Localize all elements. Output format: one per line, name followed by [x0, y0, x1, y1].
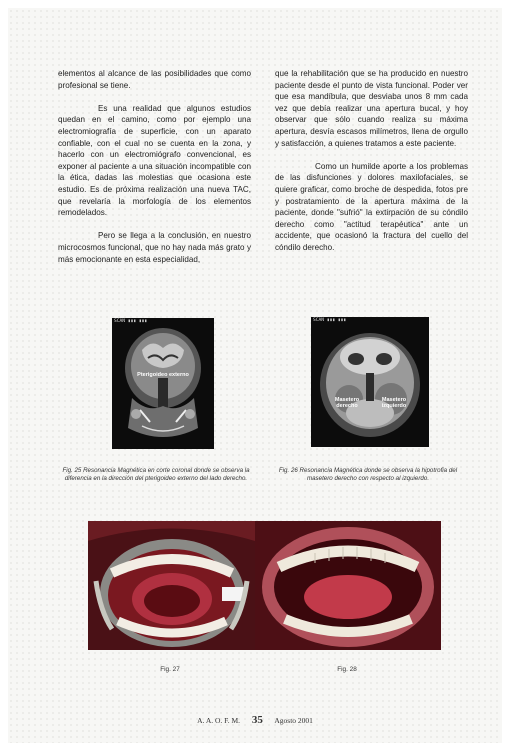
fig25-caption: Fig. 25 Resonancia Magnética en corte coronal donde se observa la diferencia en la dirección del pterigoideo externo del lado derecho.	[62, 467, 250, 482]
mri-axial-drawing	[311, 317, 429, 447]
text-column-right	[275, 68, 468, 265]
paragraph: Es una realidad que algunos estudios quedan en el camino, como por ejemplo una electromiografía de superficie, con un aparato confiable, con el cual no se cuenta en la zona, y hacerlo con un electromiógrafo convencional, es exponer al paciente a una situación incompatible con la ética, dadas las molestias que ocasiona este estudio. Es de próxima realización una nueva TAC, que revelaría la morfología de los elementos remodelados.	[58, 103, 251, 218]
mouth-open-retractor-drawing	[88, 521, 255, 650]
page-footer	[0, 714, 510, 726]
page-number: 35	[251, 714, 263, 726]
fig27-photo	[88, 521, 255, 650]
paragraph: Como un humilde aporte a los problemas de las disfunciones y dolores maxilofaciales, se quiere graficar, como broche de despedida, fotos pre y postratamiento de la apertura máxima de la paciente, donde "sufrió" la extirpación de su cóndilo derecho como "actitud terapéutica" ante un accidente, que ocasionó la fractura del cuello del cóndilo derecho.	[275, 161, 468, 252]
fig25-mri-image	[112, 318, 214, 449]
mri-coronal-drawing	[112, 318, 214, 449]
fig28-label: Fig. 28	[337, 666, 357, 673]
paragraph: que la rehabilitación que se ha producido en nuestro paciente desde el punto de vista funcional. Poder ver que esa mandíbula, que desviaba unos 8 mm cada vez que debía realizar una apertura bucal, y hoy observar que sólo cuando realiza su máxima apertura, desvía escasos milímetros, llena de orgullo y satisfacción, a quienes tratamos a este paciente.	[275, 69, 468, 148]
fig28-photo	[255, 521, 441, 650]
text-column-left	[58, 68, 251, 277]
mri-header-text: SCAN ▮▮▮ ▮▮▮	[114, 319, 148, 324]
paragraph: elementos al alcance de las posibilidades que como profesional se tiene.	[58, 69, 251, 90]
mri-label-masetero-derecho: Masetero derecho	[334, 397, 360, 409]
mri-label-pterigoideo: Pterigoideo externo	[137, 372, 189, 378]
paragraph: Pero se llega a la conclusión, en nuestro microcosmos funcional, que no hay nada más grato y más emocionante en esta especialidad,	[58, 231, 251, 264]
mouth-open-drawing	[255, 521, 441, 650]
fig26-caption: Fig. 26 Resonancia Magnética donde se observa la hipotrofia del masetero derecho con respecto al izquierdo.	[278, 467, 458, 482]
fig26-mri-image	[311, 317, 429, 447]
footer-journal: A. A. O. F. M.	[197, 716, 241, 725]
fig27-label: Fig. 27	[160, 666, 180, 673]
mri-header-text: SCAN ▮▮▮ ▮▮▮	[313, 318, 347, 323]
footer-date: Agosto 2001	[274, 716, 313, 725]
mri-label-masetero-izquierdo: Masetero izquierdo	[381, 397, 407, 409]
